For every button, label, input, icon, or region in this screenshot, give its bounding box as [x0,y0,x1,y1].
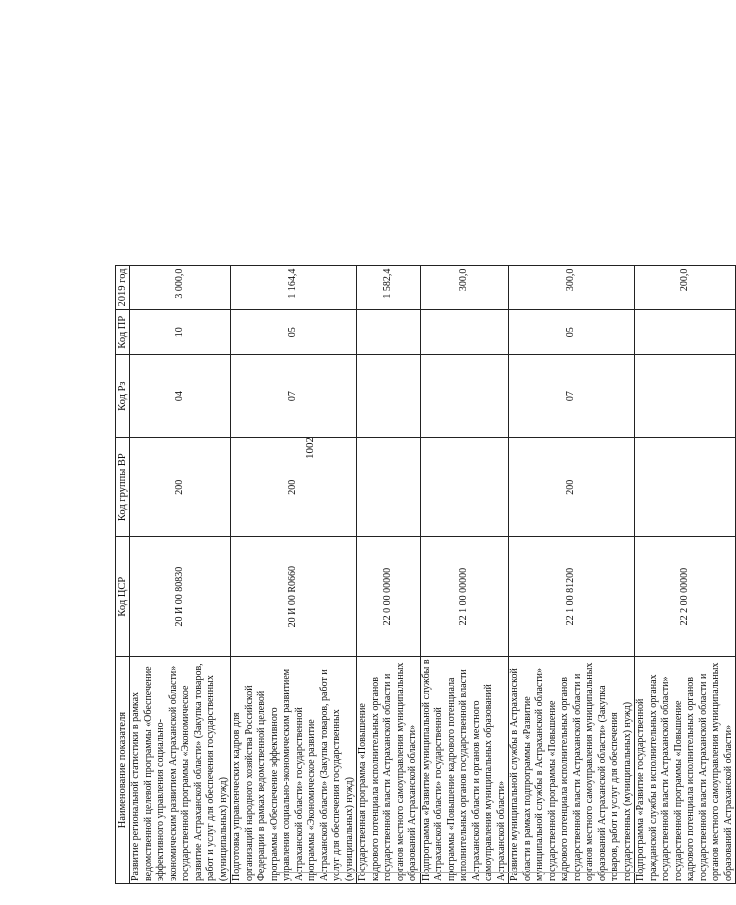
table-row [420,61,509,884]
header-vr: Код группы ВР [116,438,130,537]
row-value: 300,0 [420,265,509,310]
row-name: Подготовка управленческих кадров для организаций народного хозяйства Российской Федерации в рамках ведомственной целевой программы «Обеспечение эффективного управления социально-экономическим развитием Астраханской области» государственной программы «Экономическое развитие Астраханской области» (Закупка товаров, работ и услуг для обеспечения государственных (муниципальных) нужд) [231,657,357,884]
table-row [130,61,231,884]
header-pr: Код ПР [116,310,130,355]
row-csr: 20 И 00 R0660 [231,537,357,657]
rotated-budget-table [115,60,734,884]
row-value: 1 164,4 [231,265,357,310]
row-name: Развитие муниципальной службы в Астраханской области в рамках подпрограммы «Развитие муниципальной службы в Астраханской области» государственной программы «Повышение кадрового потенциала исполнительных органов государственной власти Астраханской области и органов местного самоуправления муниципальных образований Астраханской области» (Закупка товаров, работ и услуг для обеспечения государственных (муниципальных) нужд) [509,657,635,884]
row-pr [420,310,509,355]
row-csr: 22 0 00 00000 [357,537,421,657]
row-value: 3 000,0 [130,265,231,310]
row-rz: 04 [130,355,231,438]
row-vr: 200 [509,438,635,537]
row-pr [635,310,736,355]
row-vr [420,438,509,537]
row-vr: 200 [130,438,231,537]
table-row [231,61,357,884]
row-csr: 20 И 00 80830 [130,537,231,657]
row-rz: 07 [231,355,357,438]
row-pr [357,310,421,355]
table-row [635,61,736,884]
row-name: Развитие региональной статистики в рамках ведомственной целевой программы «Обеспечение эффективного управления социально-экономическим развитием Астраханской области» государственной программы «Экономическое развитие Астраханской области» (Закупка товаров, работ и услуг для обеспечения государственных (муниципальных) нужд) [130,657,231,884]
row-name: Подпрограмма «Развитие муниципальной службы в Астраханской области» государственной программы «Повышение кадрового потенциала исполнительных органов государственной власти Астраханской области и органов местного самоуправления муниципальных образований Астраханской области» [420,657,509,884]
row-rz [420,355,509,438]
budget-table [115,60,736,884]
header-rz: Код Рз [116,355,130,438]
header-name: Наименование показателя [116,657,130,884]
table-row [509,61,635,884]
row-vr [635,438,736,537]
row-vr [357,438,421,537]
row-pr: 10 [130,310,231,355]
page-number: 1002 [304,437,316,459]
row-value: 300,0 [509,265,635,310]
row-name: Государственная программа «Повышение кадрового потенциала исполнительных органов государственной власти Астраханской области и органов местного самоуправления муниципальных образований Астраханской области» [357,657,421,884]
row-rz [635,355,736,438]
scan-edge-line [276,872,639,873]
row-csr: 22 1 00 00000 [420,537,509,657]
row-csr: 22 1 00 81200 [509,537,635,657]
row-rz [357,355,421,438]
row-value: 1 582,4 [357,265,421,310]
table-row [357,61,421,884]
header-year: 2019 год [116,265,130,310]
row-name: Подпрограмма «Развитие государственной гражданской службы в исполнительных органах государственной власти Астраханской области» государственной программы «Повышение кадрового потенциала исполнительных органов государственной власти Астраханской области и органов местного самоуправления муниципальных образований Астраханской области» [635,657,736,884]
row-value: 200,0 [635,265,736,310]
row-csr: 22 2 00 00000 [635,537,736,657]
row-vr: 200 [231,438,357,537]
row-pr: 05 [231,310,357,355]
header-csr: Код ЦСР [116,537,130,657]
table-header-row [116,61,130,884]
row-pr: 05 [509,310,635,355]
row-rz: 07 [509,355,635,438]
